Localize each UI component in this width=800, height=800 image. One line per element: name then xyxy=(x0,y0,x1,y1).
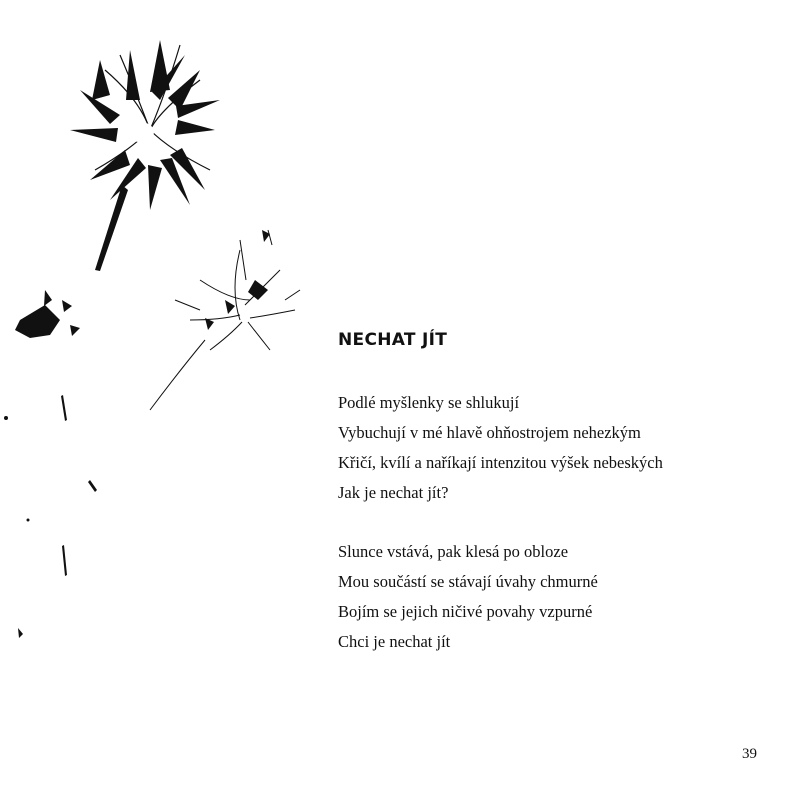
light-flower-head xyxy=(150,230,300,410)
ink-flower-sketch-icon xyxy=(0,0,330,660)
verse-line: Křičí, kvílí a naříkají intenzitou výšek nebeských xyxy=(338,453,663,472)
verse-line: Vybuchují v mé hlavě ohňostrojem nehezkým xyxy=(338,423,641,442)
verse-line: Podlé myšlenky se shlukují xyxy=(338,393,520,412)
large-flower-head xyxy=(70,40,220,210)
ink-specks xyxy=(4,395,97,638)
verse-line: Mou součástí se stávají úvahy chmurné xyxy=(338,572,598,591)
poem-title: NECHAT JÍT xyxy=(338,330,448,350)
verse-line: Jak je nechat jít? xyxy=(338,483,449,502)
verse-line: Chci je nechat jít xyxy=(338,632,451,651)
verse-line: Slunce vstává, pak klesá po obloze xyxy=(338,542,569,561)
verse-line: Bojím se jejich ničivé povahy vzpurné xyxy=(338,602,593,621)
small-bud xyxy=(15,290,80,338)
page-number: 39 xyxy=(742,746,757,762)
stanza-2 xyxy=(338,537,598,657)
stanza-1 xyxy=(338,388,663,508)
